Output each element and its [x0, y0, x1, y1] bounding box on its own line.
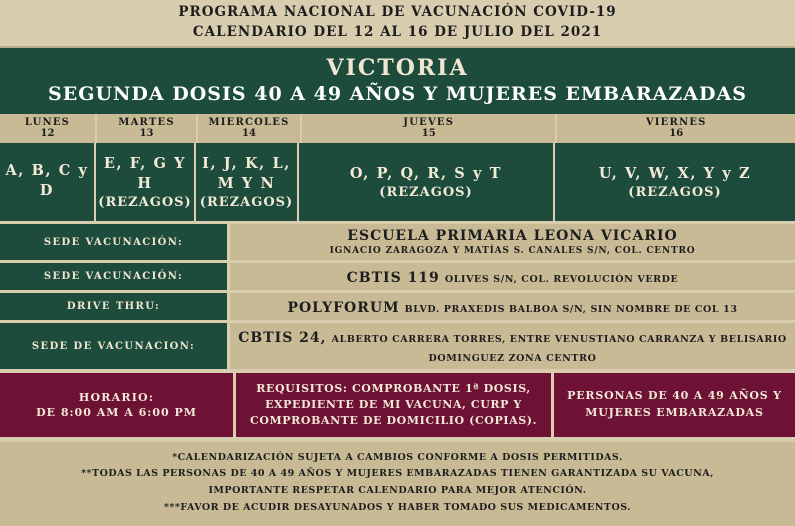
day-letters: I, J, K, L, M Y N: [202, 154, 291, 192]
day-letters: E, F, G Y H: [103, 154, 187, 192]
site-label: SEDE VACUNACIÓN:: [0, 224, 230, 260]
footnote-2: **TODAS LAS PERSONAS DE 40 A 49 AÑOS Y MUJERES EMBARAZADAS TIENEN GARANTIZADA SU VACUNA,: [81, 468, 714, 480]
site-row-3: [0, 293, 795, 320]
calendar-day-headers: [0, 114, 795, 143]
site-line: [236, 327, 789, 365]
day-note: (REZAGOS): [199, 195, 294, 211]
site-row-4: [0, 323, 795, 369]
day-note: (REZAGOS): [98, 195, 192, 211]
calendar-date-range: CALENDARIO DEL 12 AL 16 DE JULIO DEL 2021: [192, 24, 603, 40]
calendar-day-cells: [0, 143, 795, 221]
day-number: 12: [40, 128, 55, 139]
day-name: MARTES: [118, 117, 175, 128]
schedule-title: HORARIO:: [78, 390, 155, 404]
day-number: 15: [421, 128, 436, 139]
day-number: 14: [242, 128, 256, 139]
day-cell-jueves: [299, 143, 555, 221]
audience-box: [554, 373, 795, 437]
day-cell-lunes: [0, 143, 96, 221]
site-value: [230, 293, 795, 320]
day-name: VIERNES: [645, 117, 707, 128]
day-header-lunes: [0, 114, 97, 143]
footnotes: [0, 442, 795, 526]
day-cell-viernes: [555, 143, 795, 221]
day-note: (REZAGOS): [628, 185, 722, 201]
site-name: CBTIS 24,: [238, 330, 327, 346]
site-name: ESCUELA PRIMARIA LEONA VICARIO: [347, 228, 678, 244]
city-name: VICTORIA: [326, 55, 469, 81]
site-value: [230, 224, 795, 260]
site-address: BLVD. PRAXEDIS BALBOA S/N, SIN NOMBRE DE COL 13: [404, 304, 738, 315]
footnote-4: ***FAVOR DE ACUDIR DESAYUNADOS Y HABER TOMADO SUS MEDICAMENTOS.: [163, 501, 632, 513]
program-title: PROGRAMA NACIONAL DE VACUNACIÓN COVID-19: [178, 4, 617, 20]
site-label: SEDE VACUNACIÓN:: [0, 263, 230, 290]
day-name: LUNES: [24, 117, 71, 128]
schedule-box: [0, 373, 236, 437]
requirements-box: [236, 373, 554, 437]
day-note: (REZAGOS): [379, 185, 473, 201]
day-number: 16: [669, 128, 684, 139]
day-header-jueves: [302, 114, 557, 143]
site-line: [347, 267, 679, 286]
day-cell-miercoles: [196, 143, 299, 221]
site-label: SEDE DE VACUNACION:: [0, 323, 230, 369]
footnote-1: *CALENDARIZACIÓN SUJETA A CAMBIOS CONFORME A DOSIS PERMITIDAS.: [172, 451, 623, 463]
schedule-value: DE 8:00 AM A 6:00 PM: [36, 405, 197, 419]
site-row-2: [0, 263, 795, 290]
day-header-viernes: [557, 114, 795, 143]
day-letters: O, P, Q, R, S y T: [349, 164, 503, 182]
day-letters: A, B, C y D: [5, 162, 89, 199]
day-letters: U, V, W, X, Y y Z: [598, 164, 752, 182]
audience-text: PERSONAS DE 40 A 49 AÑOS Y MUJERES EMBARAZADAS: [567, 389, 782, 419]
city-banner: [0, 46, 795, 114]
site-value: [230, 323, 795, 369]
site-row-1: [0, 224, 795, 260]
dose-subtitle: SEGUNDA DOSIS 40 A 49 AÑOS Y MUJERES EMBARAZADAS: [48, 83, 747, 105]
day-number: 13: [139, 128, 154, 139]
site-address: ALBERTO CARRERA TORRES, ENTRE VENUSTIANO CARRANZA Y BELISARIO DOMINGUEZ ZONA CENTRO: [331, 334, 787, 364]
site-line: [287, 297, 737, 316]
day-name: MIERCOLES: [208, 117, 290, 128]
site-label: DRIVE THRU:: [0, 293, 230, 320]
bottom-info-row: [0, 373, 795, 437]
site-value: [230, 263, 795, 290]
day-header-miercoles: [198, 114, 302, 143]
site-address: OLIVES S/N, COL. REVOLUCIÓN VERDE: [444, 274, 679, 285]
day-name: JUEVES: [403, 117, 455, 128]
day-cell-martes: [96, 143, 196, 221]
requirements-text: REQUISITOS: COMPROBANTE 1ª DOSIS, EXPEDIENTE DE MI VACUNA, CURP Y COMPROBANTE DE DOMICILIO (COPIAS).: [249, 382, 538, 427]
site-address: IGNACIO ZARAGOZA Y MATÍAS S. CANALES S/N, COL. CENTRO: [329, 246, 696, 256]
site-name: POLYFORUM: [287, 300, 400, 316]
site-name: CBTIS 119: [346, 270, 440, 286]
footnote-3: IMPORTANTE RESPETAR CALENDARIO PARA MEJOR ATENCIÓN.: [208, 485, 587, 497]
day-header-martes: [97, 114, 198, 143]
